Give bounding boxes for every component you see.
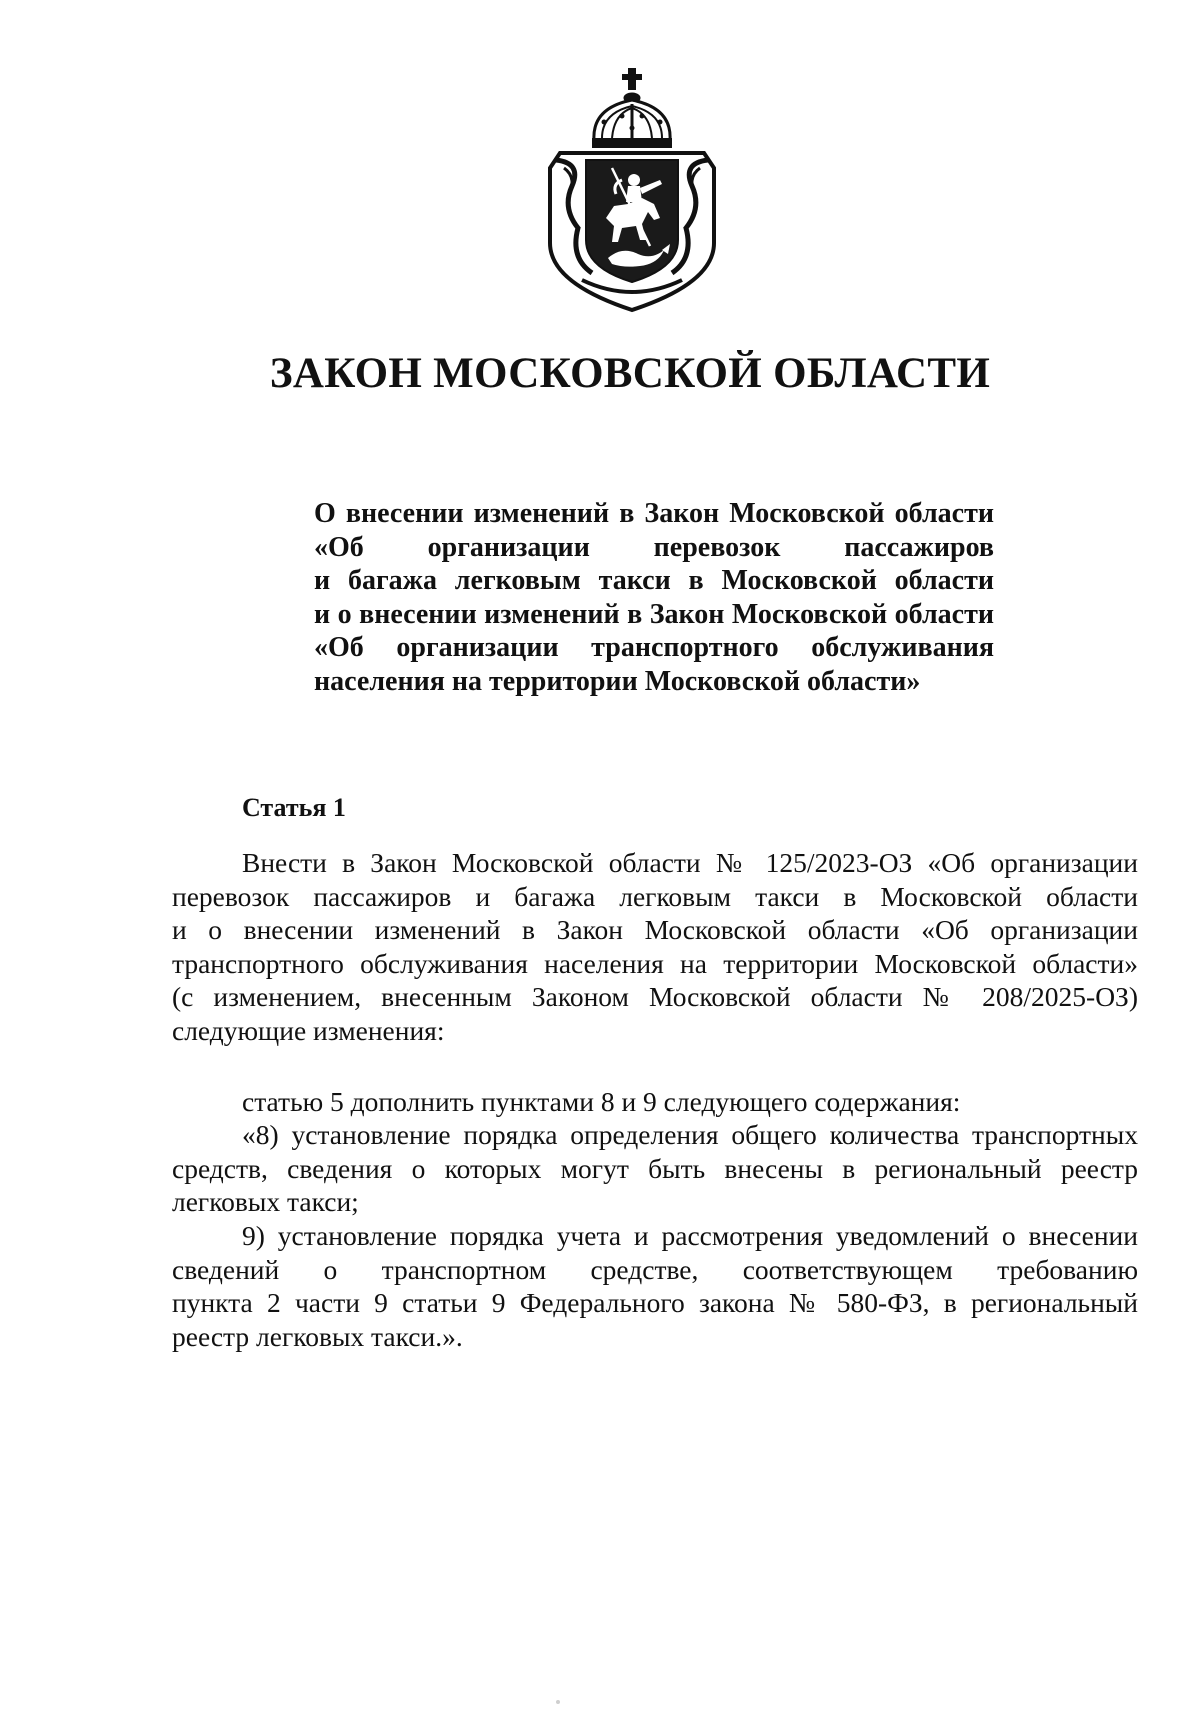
moscow-oblast-coat-of-arms-icon [542, 68, 722, 313]
paragraph-line: перевозок пассажиров и багажа легковым такси в Московской области [172, 880, 1138, 912]
subject-line: и багажа легковым такси в Московской области [314, 565, 994, 597]
scan-speck [556, 1700, 560, 1704]
article-paragraph-1 [172, 846, 1138, 1047]
shield-icon [586, 160, 678, 282]
article-paragraph-4 [172, 1219, 1138, 1353]
article-paragraph-3 [172, 1118, 1138, 1219]
paragraph-line: сведений о транспортном средстве, соответствующем требованию [172, 1253, 1138, 1285]
paragraph-line: транспортного обслуживания населения на территории Московской области» [172, 947, 1138, 979]
subject-line: и о внесении изменений в Закон Московской области [314, 598, 994, 630]
paragraph-line: легковых такси; [172, 1186, 359, 1217]
subject-line: населения на территории Московской области» [314, 665, 921, 697]
subject-line: «Об организации перевозок пассажиров [314, 531, 994, 563]
paragraph-line: статью 5 дополнить пунктами 8 и 9 следующего содержания: [242, 1086, 961, 1117]
subject-line: «Об организации транспортного обслуживания [314, 632, 994, 664]
paragraph-line: и о внесении изменений в Закон Московской области «Об организации [172, 914, 1138, 945]
law-title: ЗАКОН МОСКОВСКОЙ ОБЛАСТИ [269, 350, 991, 397]
paragraph-line: 9) установление порядка учета и рассмотрения уведомлений о внесении [242, 1220, 1138, 1251]
subject-line: О внесении изменений в Закон Московской области [314, 498, 994, 529]
paragraph-line: пункта 2 части 9 статьи 9 Федерального закона № 580-ФЗ, в региональный [172, 1287, 1138, 1318]
article-paragraph-2 [172, 1085, 1138, 1119]
article-heading: Статья 1 [242, 793, 346, 822]
paragraph-line: «8) установление порядка определения общего количества транспортных [242, 1119, 1138, 1150]
paragraph-line: Внести в Закон Московской области № 125/2023-ОЗ «Об организации [242, 847, 1138, 878]
law-subject-title [314, 497, 994, 699]
crown-icon [592, 68, 672, 148]
paragraph-line: (с изменением, внесенным Законом Московской области № 208/2025-ОЗ) [172, 981, 1138, 1012]
paragraph-line: следующие изменения: [172, 1014, 445, 1046]
paragraph-line: реестр легковых такси.». [172, 1320, 463, 1352]
paragraph-line: средств, сведения о которых могут быть внесены в региональный реестр [172, 1152, 1138, 1184]
